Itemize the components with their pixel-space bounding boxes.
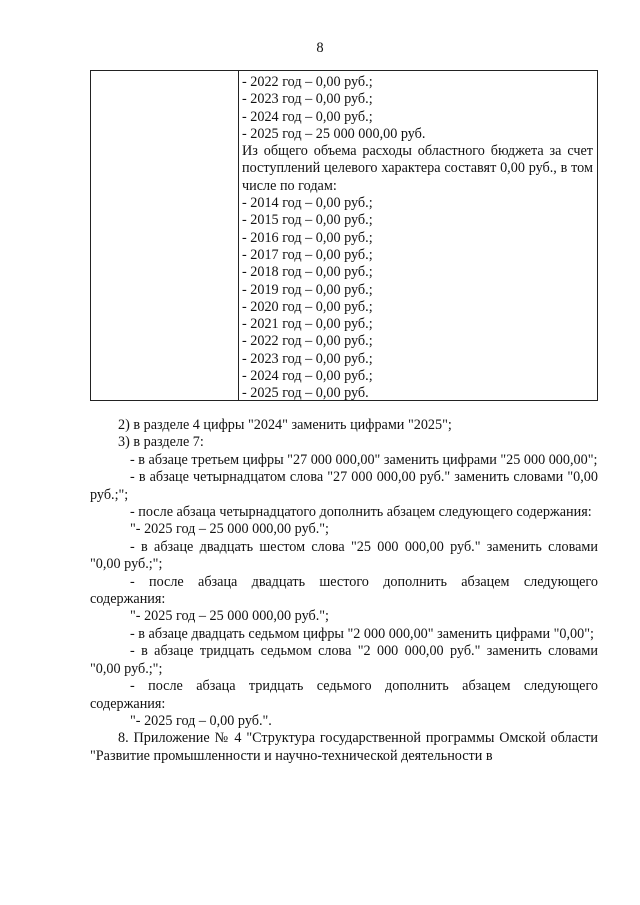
table-line: - 2020 год – 0,00 руб.; [242, 298, 373, 315]
table-column-divider [238, 71, 239, 400]
funding-table [90, 70, 598, 401]
table-cell-content [242, 74, 593, 403]
paragraph: - в абзаце двадцать седьмом цифры "2 000 000,00" заменить цифрами "0,00"; [130, 625, 594, 642]
paragraph: - в абзаце третьем цифры "27 000 000,00" заменить цифрами "25 000 000,00"; [130, 451, 598, 468]
paragraph: "- 2025 год – 25 000 000,00 руб."; [130, 521, 329, 538]
table-line: - 2017 год – 0,00 руб.; [242, 246, 373, 263]
table-line: - 2018 год – 0,00 руб.; [242, 264, 373, 281]
table-line: - 2021 год – 0,00 руб.; [242, 316, 373, 333]
table-line: - 2024 год – 0,00 руб.; [242, 368, 373, 385]
table-line: - 2022 год – 0,00 руб.; [242, 74, 373, 90]
paragraph: 2) в разделе 4 цифры "2024" заменить цифрами "2025"; [118, 417, 452, 433]
paragraph: - в абзаце тридцать седьмом слова "2 000 000,00 руб." заменить словами "0,00 руб.;"; [90, 643, 598, 677]
paragraph: 8. Приложение № 4 "Структура государственной программы Омской области "Развитие промышленности и научно-технической деятельности в [90, 730, 598, 764]
paragraph: - после абзаца четырнадцатого дополнить абзацем следующего содержания: [130, 504, 592, 521]
paragraph: - в абзаце двадцать шестом слова "25 000 000,00 руб." заменить словами "0,00 руб.;"; [90, 538, 598, 573]
table-line: - 2022 год – 0,00 руб.; [242, 333, 373, 350]
table-line: - 2016 год – 0,00 руб.; [242, 229, 373, 246]
table-line: - 2025 год – 25 000 000,00 руб. [242, 125, 426, 142]
table-line: - 2023 год – 0,00 руб.; [242, 350, 373, 367]
document-body [90, 417, 598, 765]
paragraph: - в абзаце четырнадцатом слова "27 000 000,00 руб." заменить словами "0,00 руб.;"; [90, 469, 598, 503]
table-line: - 2014 год – 0,00 руб.; [242, 195, 373, 212]
page-number: 8 [316, 40, 324, 56]
table-line: - 2025 год – 0,00 руб. [242, 385, 369, 402]
paragraph: "- 2025 год – 25 000 000,00 руб."; [130, 608, 329, 625]
paragraph: "- 2025 год – 0,00 руб.". [130, 712, 272, 729]
table-line: - 2024 год – 0,00 руб.; [242, 108, 373, 125]
paragraph: - после абзаца тридцать седьмого дополнить абзацем следующего содержания: [90, 678, 598, 712]
table-line: - 2023 год – 0,00 руб.; [242, 91, 373, 108]
table-paragraph: Из общего объема расходы областного бюджета за счет поступлений целевого характера составят 0,00 руб., в том числе по годам: [242, 143, 593, 194]
table-line: - 2015 год – 0,00 руб.; [242, 212, 373, 229]
paragraph: - после абзаца двадцать шестого дополнить абзацем следующего содержания: [90, 573, 598, 608]
table-line: - 2019 год – 0,00 руб.; [242, 281, 373, 298]
paragraph: 3) в разделе 7: [118, 434, 204, 451]
